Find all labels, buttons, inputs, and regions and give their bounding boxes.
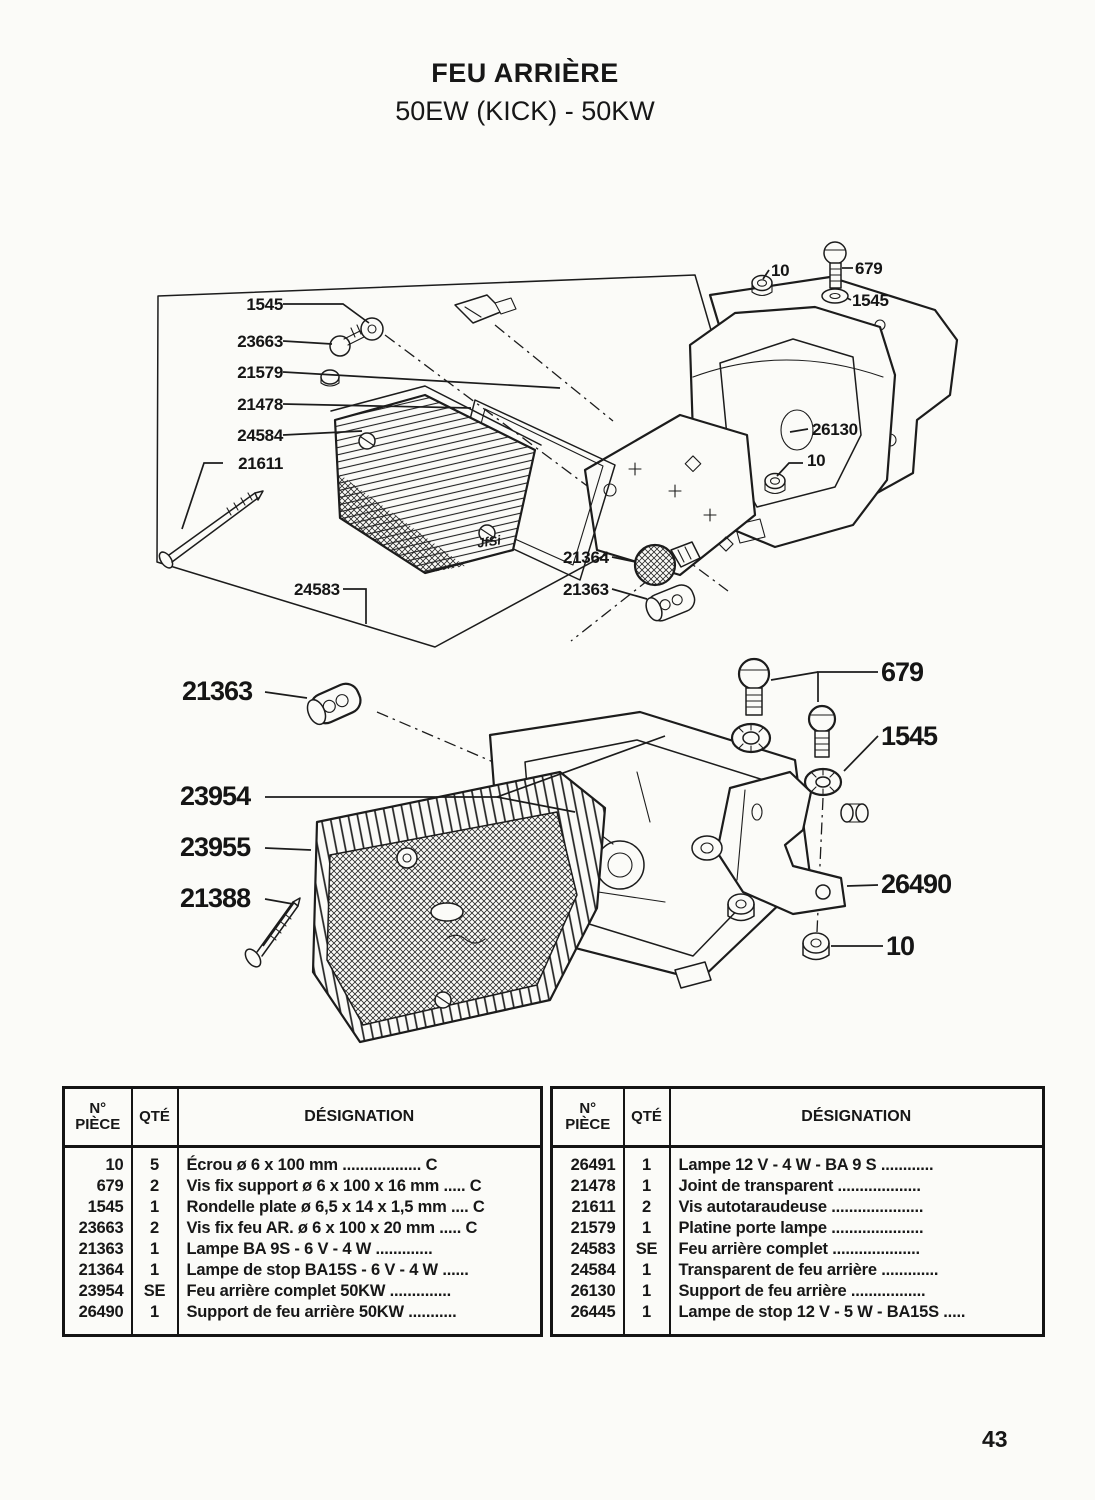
- qty-cell: 1: [624, 1302, 670, 1323]
- part-number-cell: 26491: [570, 1156, 616, 1174]
- callout-21364: 21364: [563, 548, 609, 567]
- callout-21478: 21478: [237, 395, 283, 414]
- callout-679-lower: 679: [881, 657, 924, 687]
- designation-cell: Écrou ø 6 x 100 mm .................. C: [178, 1155, 542, 1176]
- callout-1545-bolt: 1545: [852, 291, 889, 310]
- designation-cell: Feu arrière complet 50KW ..............: [178, 1281, 542, 1302]
- part-number-cell: 26490: [78, 1303, 124, 1321]
- bolt-679-a: [739, 659, 769, 715]
- callout-21363-upper: 21363: [563, 580, 609, 599]
- screw-21611: [157, 491, 263, 570]
- small-nut: [321, 370, 339, 386]
- part-number-cell: 23954: [78, 1282, 124, 1300]
- qty-cell: 2: [132, 1176, 178, 1197]
- qty-cell: 1: [624, 1281, 670, 1302]
- callout-23955: 23955: [180, 832, 251, 862]
- designation-cell: Vis autotaraudeuse .....................: [670, 1197, 1044, 1218]
- part-number-cell: 21363: [78, 1240, 124, 1258]
- table-row: [552, 1197, 1044, 1218]
- table-row: [64, 1155, 542, 1176]
- callout-10-top: 10: [771, 261, 790, 280]
- callout-21388: 21388: [180, 883, 251, 913]
- part-number-cell: 679: [96, 1177, 124, 1195]
- designation-cell: Feu arrière complet ....................: [670, 1239, 1044, 1260]
- qty-cell: 1: [624, 1176, 670, 1197]
- bulb-21363-upper: [643, 581, 699, 624]
- lens-24584: [331, 386, 541, 573]
- designation-header: DÉSIGNATION: [178, 1088, 542, 1147]
- lens-23955: [313, 772, 605, 1042]
- part-number-cell: 24583: [570, 1240, 616, 1258]
- table-row: [552, 1260, 1044, 1281]
- connector-part: [455, 295, 516, 323]
- bulb-21363-lower: [303, 680, 365, 729]
- qty-cell: 1: [132, 1260, 178, 1281]
- part-number-cell: 10: [105, 1156, 124, 1174]
- callout-21579: 21579: [237, 363, 283, 382]
- designation-cell: Transparent de feu arrière .............: [670, 1260, 1044, 1281]
- parts-table: [62, 1086, 1045, 1337]
- part-number-cell: 24584: [570, 1261, 616, 1279]
- callout-26490: 26490: [881, 869, 952, 899]
- table-row: [552, 1155, 1044, 1176]
- qty-cell: 1: [132, 1239, 178, 1260]
- screw-23663-washer-1545: [330, 318, 383, 356]
- part-number-cell: 21579: [570, 1219, 616, 1237]
- parts-table-left: [62, 1086, 543, 1337]
- part-number-header: N° PIÈCE: [64, 1088, 132, 1147]
- callout-26130: 26130: [812, 420, 858, 439]
- table-row: [552, 1239, 1044, 1260]
- part-number-cell: 23663: [78, 1219, 124, 1237]
- table-row: [64, 1218, 542, 1239]
- table-row: [552, 1218, 1044, 1239]
- designation-cell: Support de feu arrière .................: [670, 1281, 1044, 1302]
- table-header-row: [552, 1088, 1044, 1147]
- qty-cell: 5: [132, 1155, 178, 1176]
- designation-cell: Lampe 12 V - 4 W - BA 9 S ............: [670, 1155, 1044, 1176]
- table-row: [64, 1260, 542, 1281]
- part-number-cell: 21478: [570, 1177, 616, 1195]
- designation-cell: Lampe BA 9S - 6 V - 4 W .............: [178, 1239, 542, 1260]
- designation-cell: Vis fix support ø 6 x 100 x 16 mm ..... C: [178, 1176, 542, 1197]
- qty-cell: SE: [624, 1239, 670, 1260]
- part-number-cell: 26130: [570, 1282, 616, 1300]
- designation-cell: Platine porte lampe .....................: [670, 1218, 1044, 1239]
- qty-cell: 1: [624, 1260, 670, 1281]
- bolt-679-upper: [822, 242, 848, 303]
- table-row: [552, 1302, 1044, 1323]
- qty-cell: SE: [132, 1281, 178, 1302]
- page-title: FEU ARRIÈRE: [431, 58, 619, 88]
- callout-1545-lower: 1545: [881, 721, 938, 751]
- qty-cell: 2: [132, 1218, 178, 1239]
- qty-header: QTÉ: [132, 1088, 178, 1147]
- designation-cell: Rondelle plate ø 6,5 x 14 x 1,5 mm .... C: [178, 1197, 542, 1218]
- callout-1545-left: 1545: [246, 295, 283, 314]
- callout-23954: 23954: [180, 781, 251, 811]
- designation-cell: Support de feu arrière 50KW ...........: [178, 1302, 542, 1323]
- table-row: [64, 1281, 542, 1302]
- table-row: [64, 1197, 542, 1218]
- page-subtitle: 50EW (KICK) - 50KW: [395, 96, 655, 126]
- lower-exploded-diagram: [145, 640, 1015, 1060]
- qty-cell: 1: [132, 1302, 178, 1323]
- table-row: [552, 1176, 1044, 1197]
- designation-header: DÉSIGNATION: [670, 1088, 1044, 1147]
- callout-10-bottom: 10: [886, 931, 915, 961]
- callout-21363-lower: 21363: [182, 676, 253, 706]
- qty-cell: 2: [624, 1197, 670, 1218]
- table-row: [64, 1302, 542, 1323]
- qty-cell: 1: [132, 1197, 178, 1218]
- part-number-cell: 21611: [571, 1198, 616, 1216]
- designation-cell: Joint de transparent ...................: [670, 1176, 1044, 1197]
- part-number-cell: 26445: [570, 1303, 616, 1321]
- callout-24584: 24584: [237, 426, 283, 445]
- parts-table-right: [550, 1086, 1045, 1337]
- washer-1545-a: [732, 724, 770, 752]
- table-row: [64, 1239, 542, 1260]
- designation-cell: Vis fix feu AR. ø 6 x 100 x 20 mm ..... C: [178, 1218, 542, 1239]
- nut-10-b: [803, 933, 829, 960]
- part-number-header: N° PIÈCE: [552, 1088, 624, 1147]
- callout-21611: 21611: [238, 454, 283, 473]
- callout-10-lower: 10: [807, 451, 826, 470]
- qty-header: QTÉ: [624, 1088, 670, 1147]
- designation-cell: Lampe de stop BA15S - 6 V - 4 W ......: [178, 1260, 542, 1281]
- table-header-row: [64, 1088, 542, 1147]
- callout-679-upper: 679: [855, 259, 883, 278]
- page-number: 43: [982, 1426, 1008, 1452]
- table-row: [64, 1176, 542, 1197]
- bolt-679-b: [809, 706, 835, 757]
- designation-cell: Lampe de stop 12 V - 5 W - BA15S .....: [670, 1302, 1044, 1323]
- bushings: [841, 804, 868, 822]
- part-number-cell: 1545: [87, 1198, 124, 1216]
- qty-cell: 1: [624, 1218, 670, 1239]
- table-row: [552, 1281, 1044, 1302]
- part-number-cell: 21364: [78, 1261, 124, 1279]
- callout-23663: 23663: [237, 332, 283, 351]
- qty-cell: 1: [624, 1155, 670, 1176]
- callout-24583: 24583: [294, 580, 340, 599]
- lens-stamp-mark: JfSi: [476, 532, 502, 551]
